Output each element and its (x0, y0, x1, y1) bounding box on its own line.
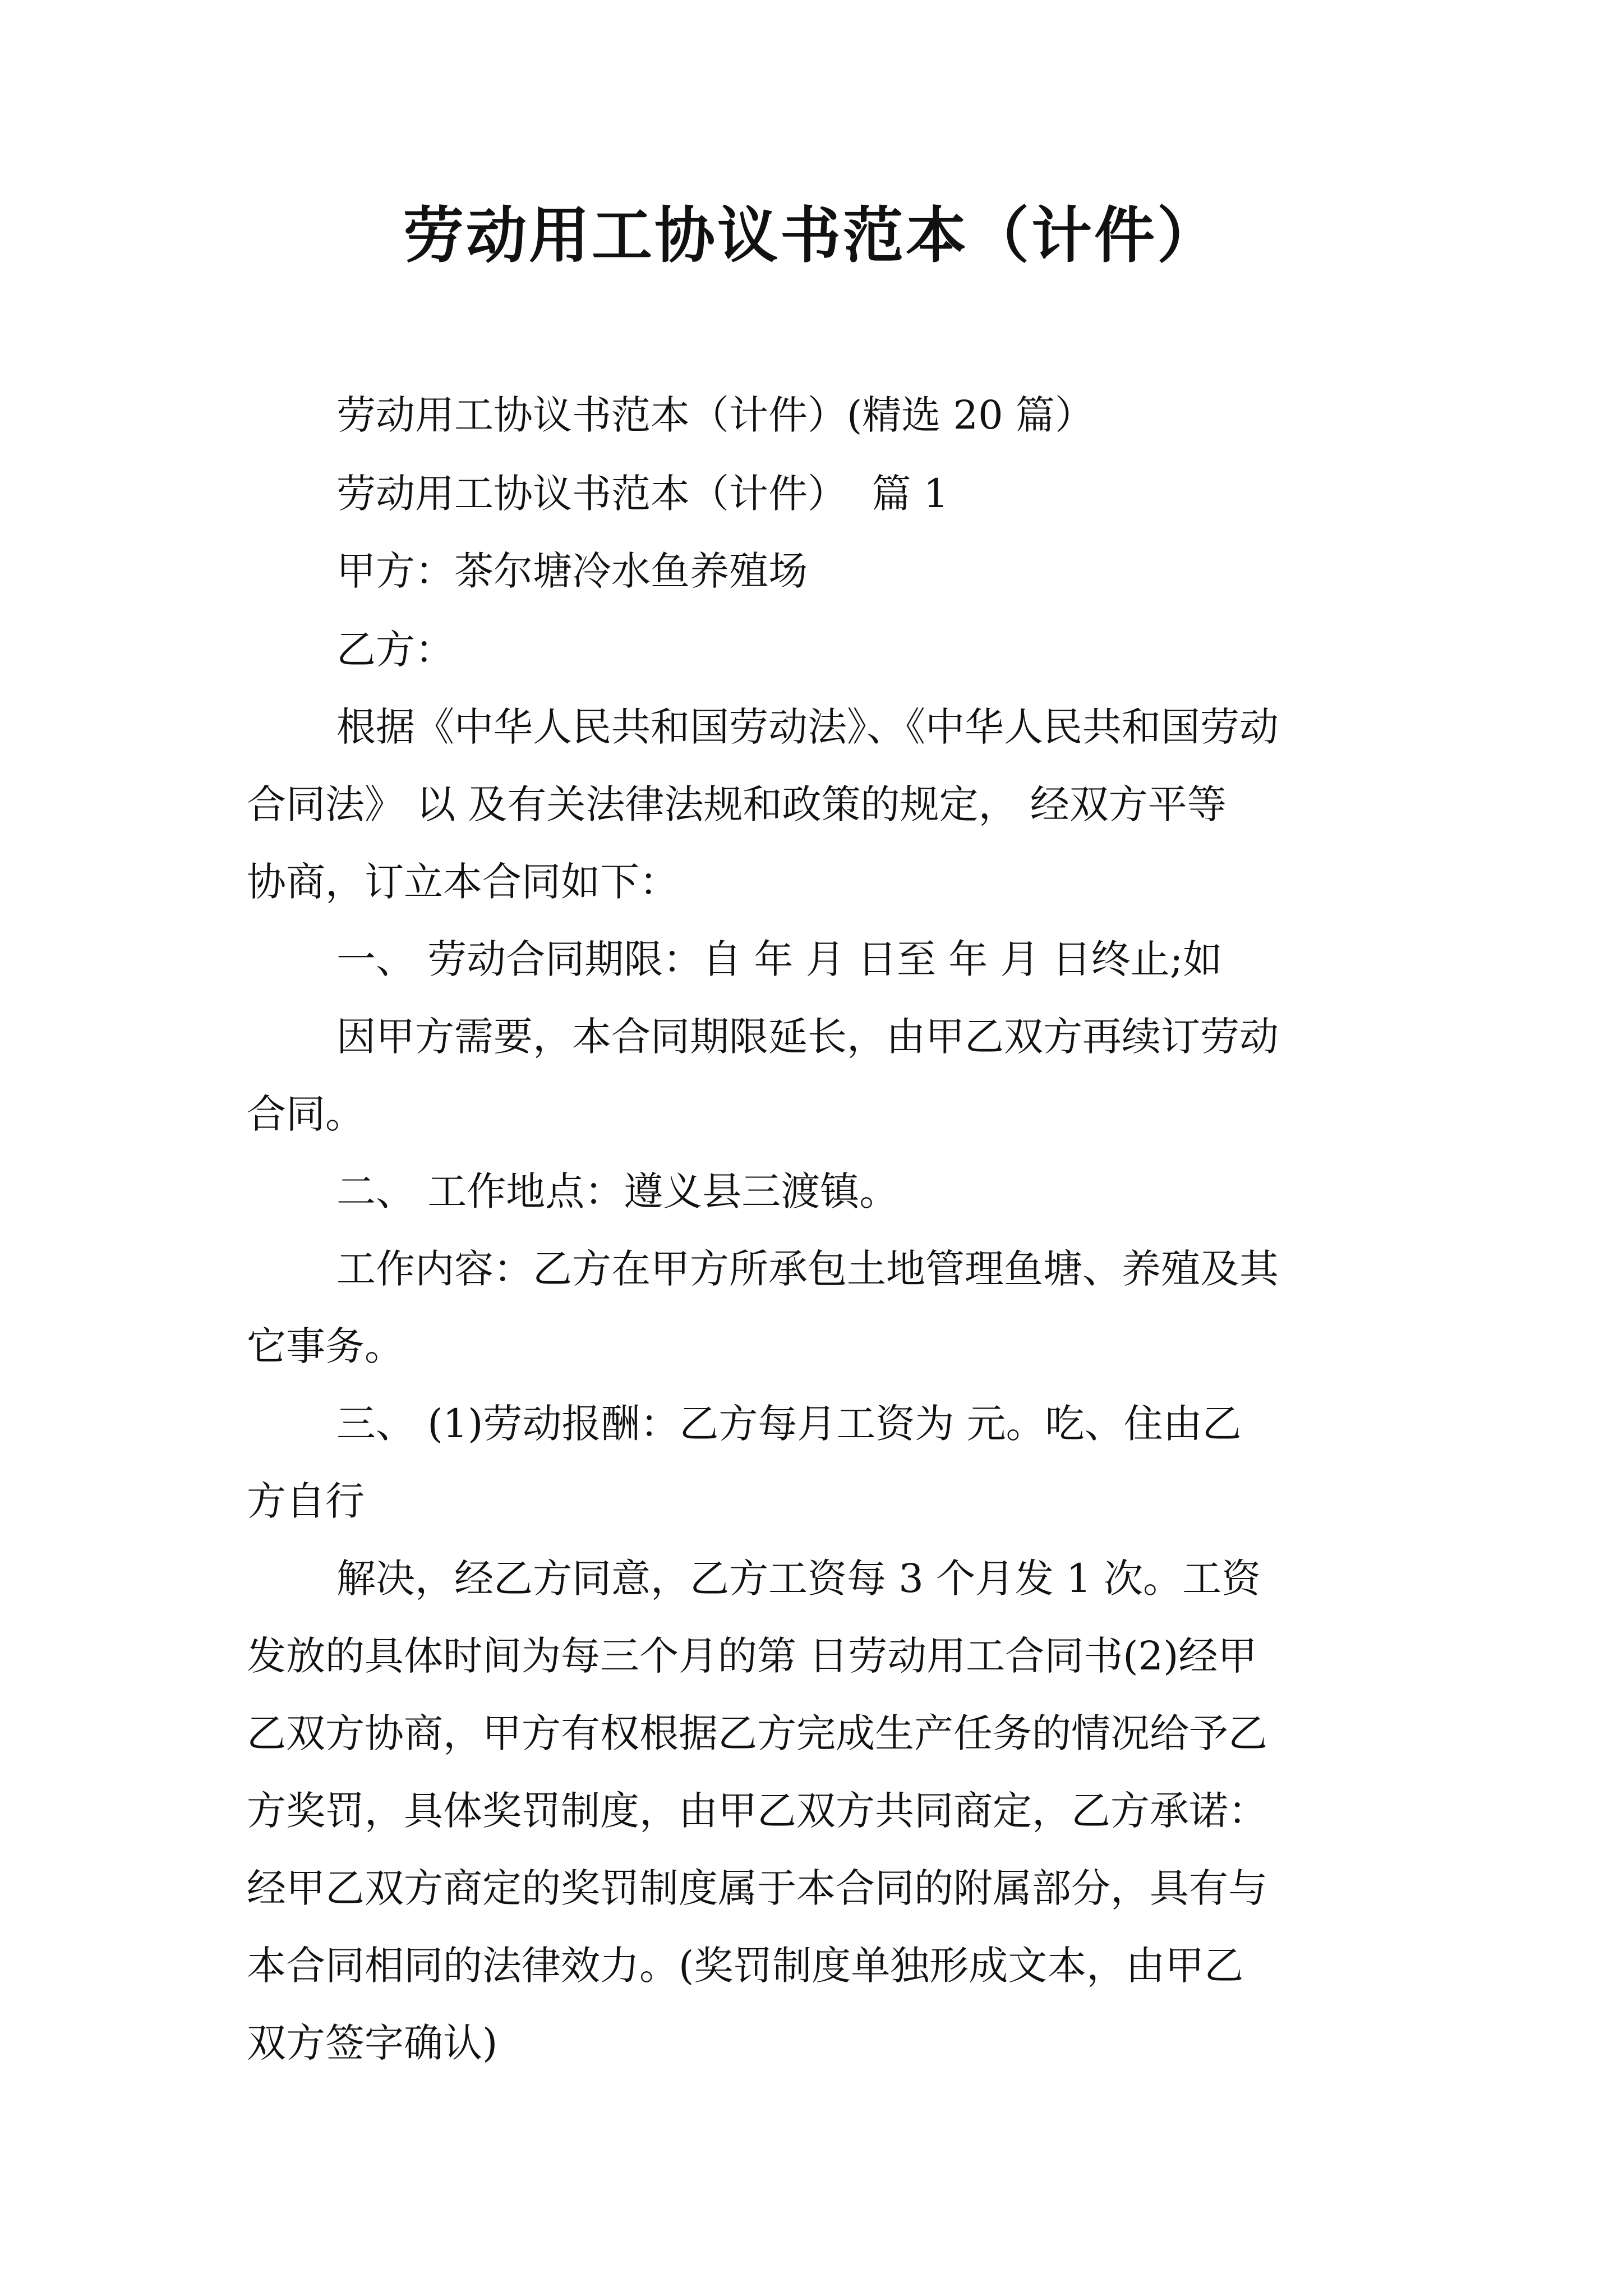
paragraph-line: 它事务。 (247, 1323, 404, 1369)
paragraph-line: 乙双方协商，甲方有权根据乙方完成生产任务的情况给予乙 (247, 1710, 1267, 1756)
paragraph-line: 三、 (1)劳动报酬：乙方每月工资为 元。吃、住由乙 (336, 1401, 1242, 1447)
paragraph-line: 双方签字确认) (247, 2020, 498, 2066)
paragraph-line: 一、 劳动合同期限：自 年 月 日至 年 月 日终止;如 (336, 936, 1223, 982)
paragraph-line: 经甲乙双方商定的奖罚制度属于本合同的附属部分，具有与 (247, 1865, 1267, 1911)
paragraph-line: 合同。 (247, 1091, 365, 1137)
paragraph-line: 本合同相同的法律效力。(奖罚制度单独形成文本，由甲乙 (247, 1943, 1244, 1989)
document-title: 劳动用工协议书范本（计件） (403, 200, 1220, 271)
party-a-line: 甲方：茶尔塘冷水鱼养殖场 (336, 548, 808, 594)
party-b-line: 乙方： (336, 627, 454, 673)
paragraph-line: 协商，订立本合同如下： (247, 859, 679, 905)
subtitle-line: 劳动用工协议书范本（计件）(精选 20 篇） (336, 392, 1094, 438)
paragraph-line: 方奖罚，具体奖罚制度，由甲乙双方共同商定，乙方承诺： (247, 1788, 1267, 1834)
paragraph-line: 因甲方需要，本合同期限延长，由甲乙双方再续订劳动 (336, 1014, 1279, 1060)
paragraph-line: 方自行 (247, 1478, 365, 1524)
paragraph-line: 工作内容：乙方在甲方所承包土地管理鱼塘、养殖及其 (336, 1246, 1279, 1292)
paragraph-line: 解决，经乙方同意，乙方工资每 3 个月发 1 次。工资 (336, 1556, 1261, 1602)
section-heading: 劳动用工协议书范本（计件） 篇 1 (336, 471, 949, 517)
paragraph-line: 合同法》 以 及有关法律法规和政策的规定， 经双方平等 (247, 781, 1227, 827)
paragraph-line: 根据《中华人民共和国劳动法》、《中华人民共和国劳动 (336, 704, 1279, 750)
paragraph-line: 发放的具体时间为每三个月的第 日劳动用工合同书(2)经甲 (247, 1633, 1257, 1679)
paragraph-line: 二、 工作地点：遵义县三渡镇。 (336, 1168, 899, 1214)
